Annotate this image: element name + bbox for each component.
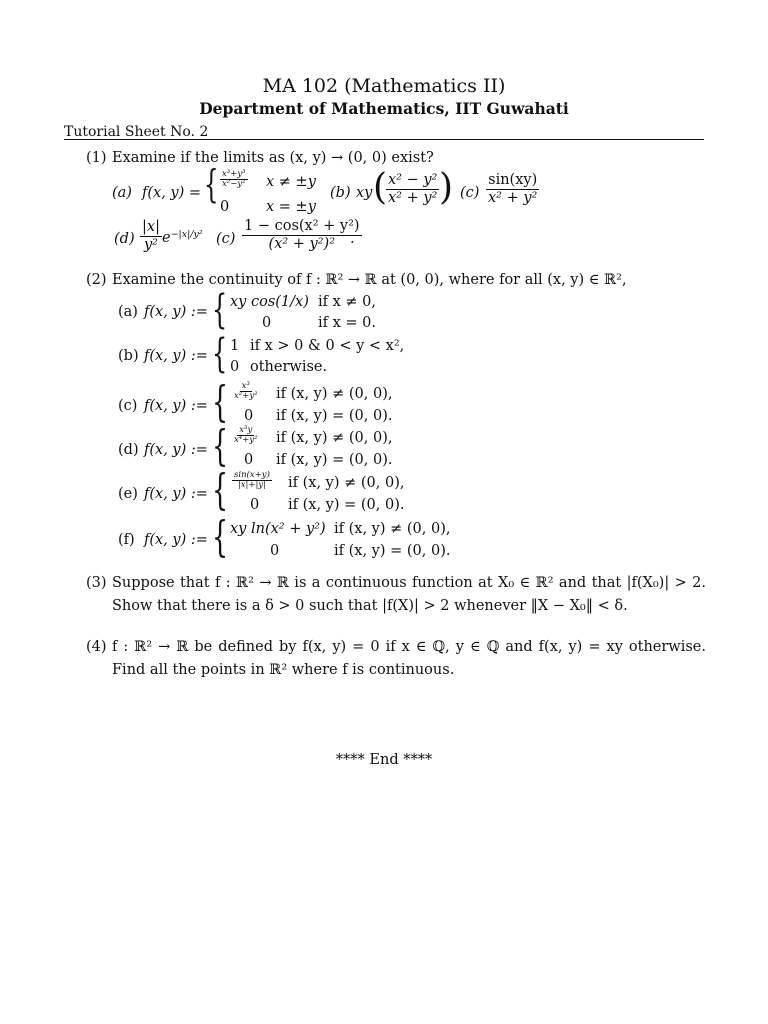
q1d-den: y² [143,236,158,253]
q2b-cond1: if x > 0 & 0 < y < x², [250,338,405,354]
q2f-cond1: if (x, y) ≠ (0, 0), [334,521,451,537]
q2d-frac [230,426,262,446]
q2b-case1: 1 [230,338,240,354]
q1c2-label: (c) [216,231,236,247]
q2d-den: x⁴+y² [234,435,258,446]
q2c-label: (c) [118,398,138,414]
q1c2-den: (x² + y²)² [268,235,336,252]
q1c-den: x² + y² [488,189,538,206]
q1a-brace: { [204,162,219,206]
q2c-cond1: if (x, y) ≠ (0, 0), [276,386,393,402]
q2d-label: (d) [118,442,139,458]
q1a-case2-cond: x = ±y [266,199,316,215]
q2d-cond2: if (x, y) = (0, 0). [276,452,393,468]
q2c-num: x³ [241,381,250,391]
q2b-lhs: f(x, y) := [144,348,208,364]
q3-text: Suppose that f : ℝ² → ℝ is a continuous function at X₀ ∈ ℝ² and that |f(X₀)| > 2. Show that there is a δ > 0 such that |f(X)| > 2 whenever ‖X − X₀‖ < δ. [112,575,706,614]
q2d-brace: { [212,421,229,470]
q2d-case2: 0 [244,452,254,468]
q1a-label: (a) [112,185,132,201]
q1d-exp-base: e [162,230,171,246]
q2e-lhs: f(x, y) := [144,486,208,502]
course-title: MA 102 (Mathematics II) [262,75,506,97]
q2e-label: (e) [118,486,138,502]
q2f-cond2: if (x, y) = (0, 0). [334,543,451,559]
q1c2-num: 1 − cos(x² + y²) [244,218,360,234]
q2d-lhs: f(x, y) := [144,442,208,458]
q1d-exp [162,230,203,246]
q1c-num: sin(xy) [488,172,538,188]
q1d-exp-power: −|x|/y² [170,228,203,240]
q2b-brace: { [212,331,228,377]
q2f-label: (f) [118,532,135,548]
q2e-case2: 0 [250,497,260,513]
q2d-cond1: if (x, y) ≠ (0, 0), [276,430,393,446]
q1c2-frac [240,218,364,252]
q3-paragraph [86,572,706,618]
q2d-num: x³y [239,425,253,435]
q1d-num: |x| [142,219,160,235]
department-name: Department of Mathematics, IIT Guwahati [199,99,569,118]
q1b-frac [384,172,441,206]
q1b-num: x² − y² [388,172,438,188]
end-marker: **** End **** [335,752,433,768]
q1-number: (1) [86,150,107,166]
q1c-label: (c) [460,185,480,201]
q2-stem: Examine the continuity of f : ℝ² → ℝ at (0, 0), where for all (x, y) ∈ ℝ², [112,272,627,288]
q1a-case1-cond: x ≠ ±y [266,174,316,190]
sheet-label: Tutorial Sheet No. 2 [64,124,209,140]
q2a-case1: xy cos(1/x) [230,294,309,310]
q2c-brace: { [212,377,229,426]
q2e-brace: { [212,465,229,514]
q2a-cond1: if x ≠ 0, [318,294,376,310]
q2a-brace: { [212,287,228,333]
q2e-num: sin(x+y) [234,470,270,480]
q1c2-end: . [350,231,355,247]
q2-number: (2) [86,272,107,288]
q2a-case2: 0 [262,315,272,331]
q4-paragraph [86,636,706,682]
q4-text: f : ℝ² → ℝ be defined by f(x, y) = 0 if x ∈ ℚ, y ∈ ℚ and f(x, y) = xy otherwise. Find all the points in ℝ² where f is continuous. [112,639,706,678]
q2e-cond2: if (x, y) = (0, 0). [288,497,405,513]
q2c-frac [230,382,262,402]
q2f-case1: xy ln(x² + y²) [230,521,326,537]
q4-number: (4) [86,639,107,655]
q2c-case2: 0 [244,408,254,424]
q1a-case1-num: x³+y³ [222,169,246,179]
q2a-label: (a) [118,304,138,320]
q2b-case2: 0 [230,359,240,375]
q1b-label: (b) [330,185,351,201]
q1a-case1-frac [218,170,250,190]
q1b-den: x² + y² [388,189,438,206]
q1-stem: Examine if the limits as (x, y) → (0, 0) exist? [112,150,434,166]
q2e-den: |x|+|y| [237,480,267,491]
q2f-brace: { [212,512,229,561]
q2e-frac [230,471,274,491]
q1a-case2-val: 0 [220,199,230,215]
q2e-cond1: if (x, y) ≠ (0, 0), [288,475,405,491]
q2a-cond2: if x = 0. [318,315,376,331]
q1b-prefix: xy [356,185,373,201]
q1d-label: (d) [114,231,135,247]
q2b-label: (b) [118,348,139,364]
q1a-lhs: f(x, y) = [142,185,202,201]
q2a-lhs: f(x, y) := [144,304,208,320]
q2f-lhs: f(x, y) := [144,532,208,548]
q2c-lhs: f(x, y) := [144,398,208,414]
q1d-frac [138,219,164,253]
header-divider [64,139,704,140]
q1b-left-paren: ( [373,167,388,208]
q1c-frac [484,172,541,206]
q1a-case1-den: x²−y² [222,179,246,190]
q2b-cond2: otherwise. [250,359,328,375]
q2f-case2: 0 [270,543,280,559]
q3-number: (3) [86,575,107,591]
q1b-right-paren: ) [439,167,454,208]
q2c-den: x²+y² [234,391,258,402]
q2c-cond2: if (x, y) = (0, 0). [276,408,393,424]
